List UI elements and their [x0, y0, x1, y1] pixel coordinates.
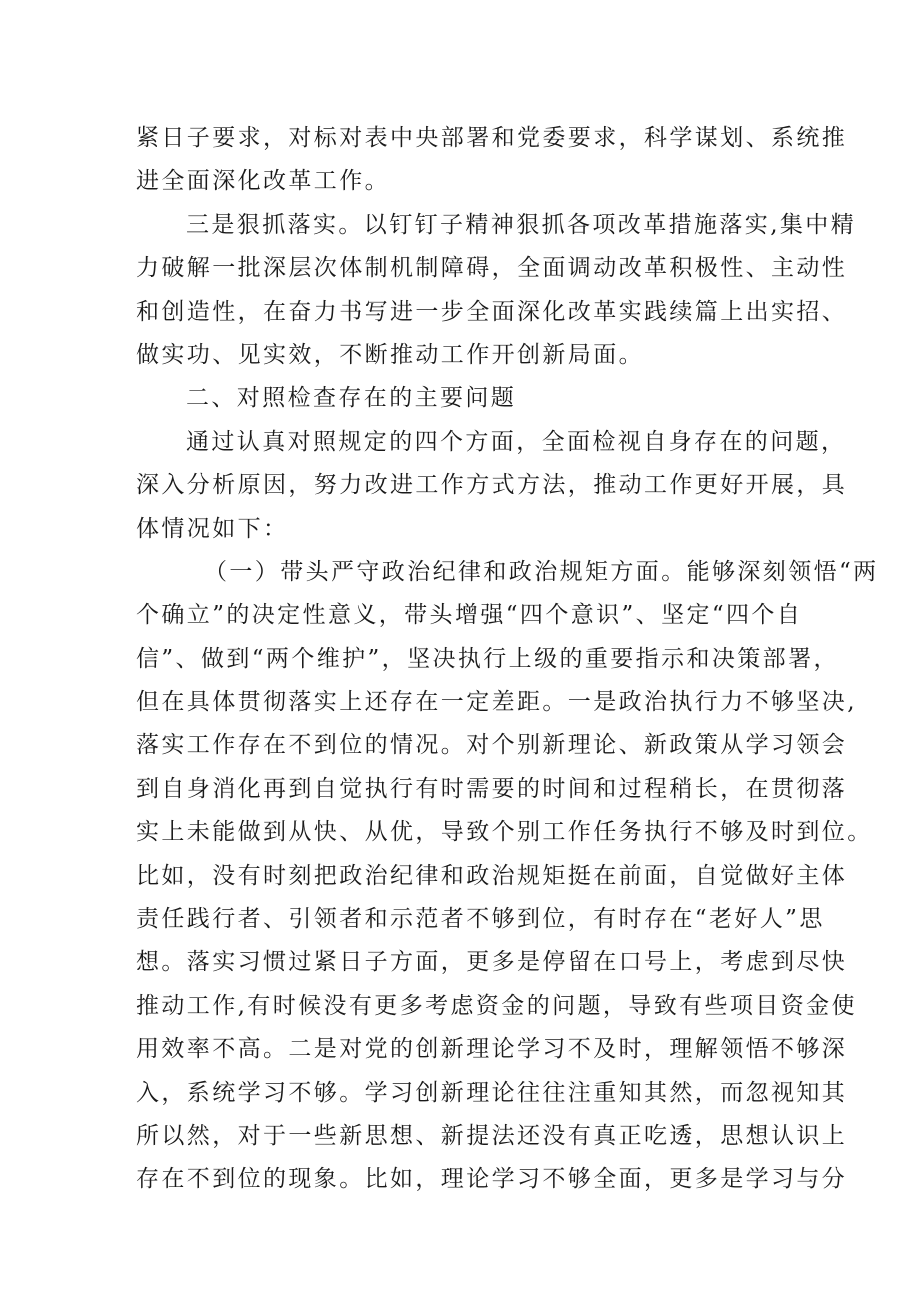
text-line: 比如，没有时刻把政治纪律和政治规矩挺在前面，自觉做好主体 — [136, 862, 848, 889]
text-line: 进全面深化改革工作。 — [136, 168, 390, 195]
text-line: 和创造性，在奋力书写进一步全面深化改革实践续篇上出实招、 — [136, 298, 848, 325]
text-line: 入，系统学习不够。学习创新理论往往注重知其然，而忽视知其 — [136, 1079, 848, 1106]
text-line: 实上未能做到从快、从优，导致个别工作任务执行不够及时到位。 — [136, 819, 873, 846]
text-line: 个确立”的决定性意义，带头增强“四个意识”、坚定“四个自 — [136, 602, 803, 629]
text-line: 推动工作,有时候没有更多考虑资金的问题，导致有些项目资金使 — [136, 992, 857, 1019]
text-line: 想。落实习惯过紧日子方面，更多是停留在口号上，考虑到尽快 — [136, 949, 848, 976]
text-line: 责任践行者、引领者和示范者不够到位，有时存在“老好人”思 — [136, 906, 825, 933]
text-line: 深入分析原因，努力改进工作方式方法，推动工作更好开展，具 — [136, 472, 848, 499]
text-line: 二、对照检查存在的主要问题 — [186, 385, 517, 412]
text-line: 所以然，对于一些新思想、新提法还没有真正吃透，思想认识上 — [136, 1122, 848, 1149]
text-line: 体情况如下： — [136, 515, 289, 542]
text-line: 做实功、见实效，不断推动工作开创新局面。 — [136, 341, 644, 368]
text-line: 但在具体贯彻落实上还存在一定差距。一是政治执行力不够坚决, — [136, 689, 857, 716]
text-line: 力破解一批深层次体制机制障碍，全面调动改革积极性、主动性 — [136, 255, 848, 282]
text-line: 通过认真对照规定的四个方面，全面检视自身存在的问题， — [186, 428, 847, 455]
text-line: 存在不到位的现象。比如，理论学习不够全面，更多是学习与分 — [136, 1166, 848, 1193]
text-line: （一）带头严守政治纪律和政治规矩方面。能够深刻领悟“两 — [204, 558, 879, 585]
text-line: 到自身消化再到自觉执行有时需要的时间和过程稍长，在贯彻落 — [136, 775, 848, 802]
text-line: 用效率不高。二是对党的创新理论学习不及时，理解领悟不够深 — [136, 1036, 848, 1063]
text-line: 落实工作存在不到位的情况。对个别新理论、新政策从学习领会 — [136, 732, 848, 759]
text-line: 三是狠抓落实。以钉钉子精神狠抓各项改革措施落实,集中精 — [186, 211, 857, 238]
document-body — [136, 117, 879, 1202]
text-line: 信”、做到“两个维护”，坚决执行上级的重要指示和决策部署， — [136, 645, 839, 672]
text-line: 紧日子要求，对标对表中央部署和党委要求，科学谋划、系统推 — [136, 125, 848, 151]
